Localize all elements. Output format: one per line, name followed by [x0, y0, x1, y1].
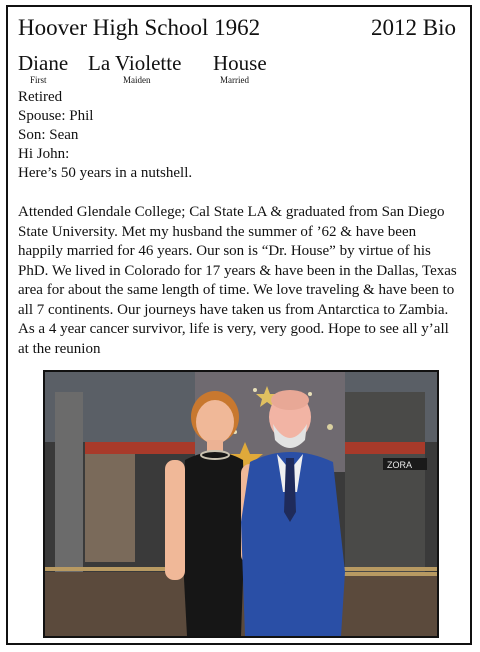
- bio-paragraph: Attended Glendale College; Cal State LA & graduated from San Diego State University. Met my husband the summer of ’62 & have been happily married for 46 years. Our son is “Dr. House” by virtue of his PhD. We lived in Colorado for 17 years & have been in the Dallas, Texas area for about the same length of time. We love traveling & have been to all 7 continents. Our journeys have taken us from Antarctica to Zambia. As a 4 year cancer survivor, life is very, very good. Hope to see all y’all at the reunion: [18, 204, 457, 357]
- first-caption: First: [30, 75, 47, 85]
- maiden-name: La Violette: [88, 51, 182, 75]
- sign-text: ZORA: [387, 460, 413, 470]
- son-line: Son: Sean: [18, 127, 79, 143]
- greeting-line: Hi John:: [18, 146, 70, 162]
- bio-page: [6, 5, 472, 645]
- school-title: Hoover High School 1962: [18, 15, 261, 40]
- maiden-caption: Maiden: [123, 75, 151, 85]
- status-line: Retired: [18, 89, 63, 105]
- married-name: House: [213, 51, 267, 75]
- married-caption: Married: [220, 75, 249, 85]
- first-name: Diane: [18, 51, 69, 75]
- intro-line: Here’s 50 years in a nutshell.: [18, 165, 193, 181]
- bio-year-label: 2012 Bio: [371, 15, 456, 40]
- spouse-line: Spouse: Phil: [18, 108, 94, 124]
- couple-photo: [43, 370, 439, 638]
